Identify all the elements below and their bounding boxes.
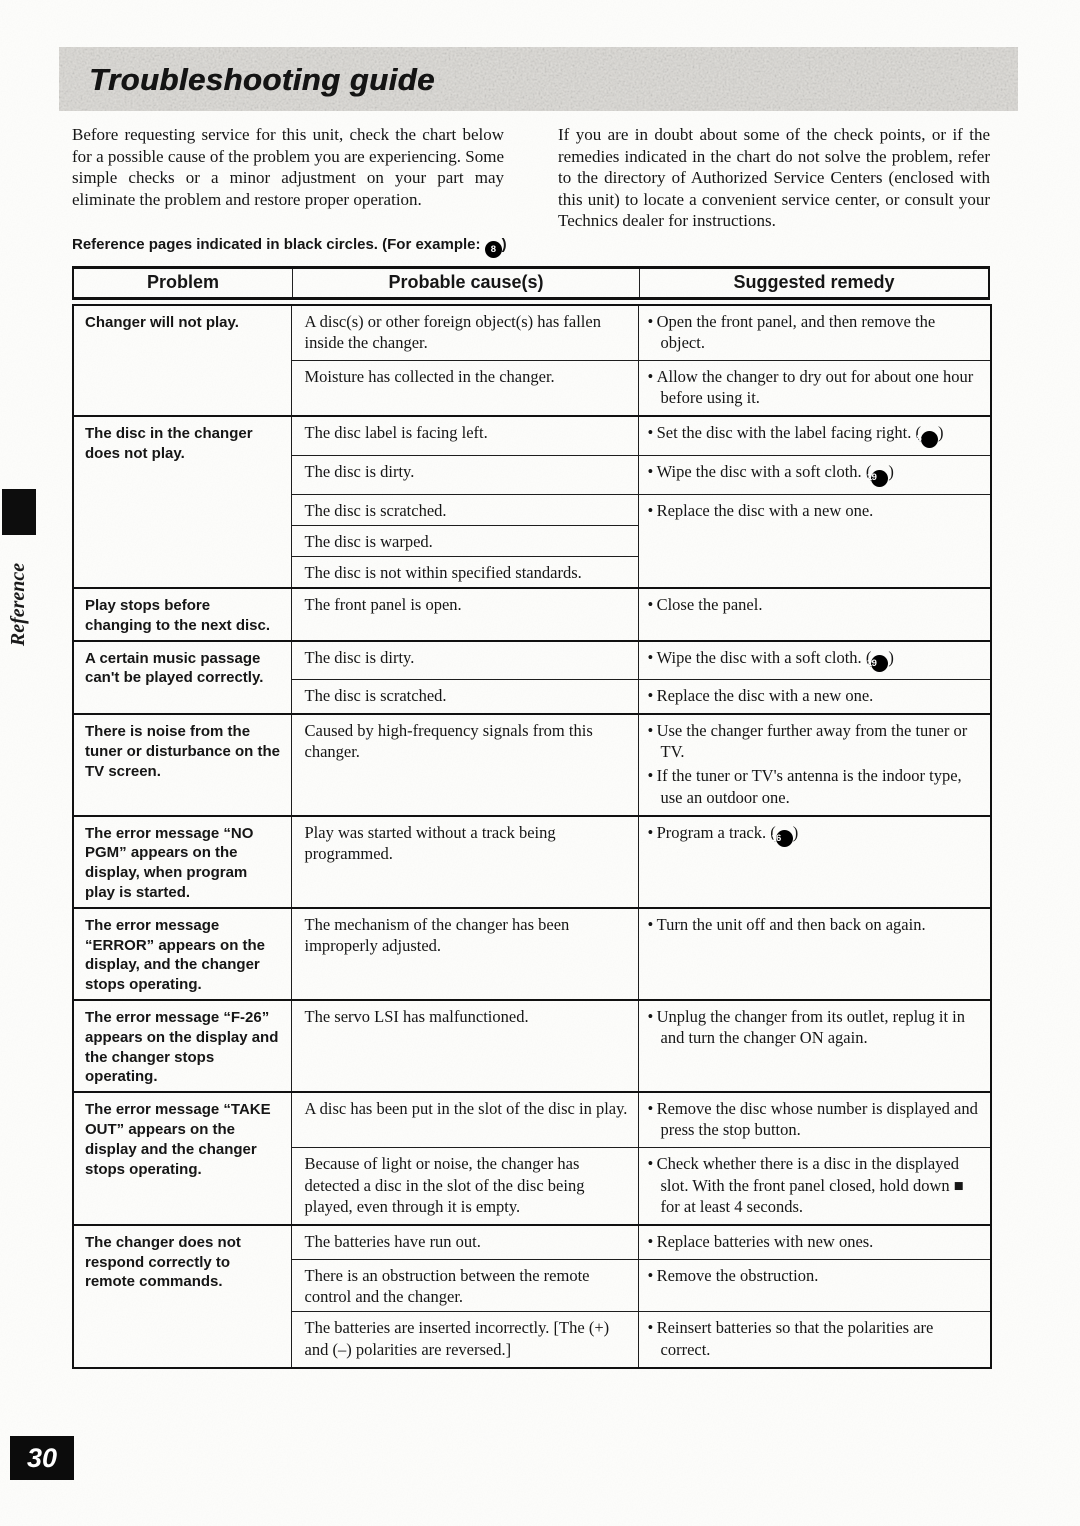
problem-cell: Play stops before changing to the next disc. (73, 588, 291, 641)
table-row (73, 1000, 991, 1092)
problem-cell: Changer will not play. (73, 305, 291, 416)
troubleshooting-table (72, 304, 990, 1369)
remedy-cell (638, 1260, 991, 1312)
remedy-cell (638, 908, 991, 1000)
problem-cell: There is noise from the tuner or disturbance on the TV screen. (73, 714, 291, 815)
sidebar-section-label-text: Reference (7, 562, 30, 646)
remedy-cell (638, 816, 991, 908)
cause-cell: A disc has been put in the slot of the disc in play. (291, 1092, 638, 1148)
reference-note-text: Reference pages indicated in black circles. (For example: (72, 236, 485, 253)
remedy-cell (638, 1000, 991, 1092)
problem-cell: The error message “F-26” appears on the display and the changer stops operating. (73, 1000, 291, 1092)
section-tab-marker (2, 489, 36, 535)
cause-cell: Play was started without a track being programmed. (291, 816, 638, 908)
cause-cell: Moisture has collected in the changer. (291, 361, 638, 417)
remedy-item: • Check whether there is a disc in the displayed slot. With the front panel closed, hold down ■ for at least 4 seconds. (648, 1153, 983, 1216)
cause-cell: The disc is dirty. (291, 641, 638, 680)
remedy-cell (638, 1312, 991, 1368)
page-number: 30 (26, 1442, 58, 1473)
remedy-item: • Replace the disc with a new one. (648, 500, 983, 521)
table-row (73, 305, 991, 361)
cause-cell: The disc is scratched. (291, 494, 638, 525)
cause-cell: The disc is not within specified standards. (291, 556, 638, 588)
cause-cell: The batteries have run out. (291, 1225, 638, 1260)
remedy-item: • Turn the unit off and then back on again. (648, 914, 983, 935)
cause-cell: The disc label is facing left. (291, 416, 638, 455)
problem-cell: The error message “ERROR” appears on the display, and the changer stops operating. (73, 908, 291, 1000)
problem-cell: The error message “TAKE OUT” appears on the display and the changer stops operating. (73, 1092, 291, 1225)
page-title: Troubleshooting guide (89, 62, 435, 97)
problem-cell: The disc in the changer does not play. (73, 416, 291, 587)
cause-cell: The batteries are inserted incorrectly. [The (+) and (–) polarities are reversed.] (291, 1312, 638, 1368)
remedy-item: • Replace batteries with new ones. (648, 1231, 983, 1252)
reference-note (72, 236, 507, 258)
cause-cell: The disc is warped. (291, 525, 638, 556)
cause-cell: The disc is dirty. (291, 456, 638, 495)
cause-cell: Because of light or noise, the changer has detected a disc in the slot of the disc being played, even through it is empty. (291, 1148, 638, 1225)
remedy-cell (638, 1092, 991, 1148)
page-number-badge (10, 1436, 74, 1480)
remedy-item: • Allow the changer to dry out for about one hour before using it. (648, 366, 983, 408)
table-row (73, 641, 991, 680)
header-suggested-remedy: Suggested remedy (639, 269, 988, 297)
cause-cell: A disc(s) or other foreign object(s) has fallen inside the changer. (291, 305, 638, 361)
remedy-item: • Close the panel. (648, 594, 983, 615)
header-probable-causes: Probable cause(s) (292, 269, 639, 297)
table-row (73, 816, 991, 908)
page-reference (866, 462, 894, 484)
intro-section (72, 124, 990, 232)
reference-note-suffix: ) (501, 236, 507, 253)
page-circle: 8 (921, 431, 938, 448)
table-row (73, 588, 991, 641)
remedy-cell (638, 361, 991, 417)
page-circle: 29 (871, 470, 888, 487)
cause-cell: The mechanism of the changer has been improperly adjusted. (291, 908, 638, 1000)
table-row (73, 1225, 991, 1260)
sidebar-section-label (0, 536, 38, 672)
title-banner (59, 47, 1018, 111)
table-row (73, 416, 991, 455)
page-reference (866, 648, 894, 667)
remedy-cell (638, 714, 991, 815)
remedy-cell (638, 494, 991, 588)
problem-cell: The error message “NO PGM” appears on the display, when program play is started. (73, 816, 291, 908)
remedy-item: • Wipe the disc with a soft cloth. ( 29 ) (648, 461, 983, 487)
remedy-item: • Reinsert batteries so that the polarities are correct. (648, 1317, 983, 1359)
remedy-cell (638, 1148, 991, 1225)
remedy-item: • Open the front panel, and then remove the object. (648, 311, 983, 353)
remedy-item: • Remove the disc whose number is displayed and press the stop button. (648, 1098, 983, 1140)
intro-left-paragraph: Before requesting service for this unit, check the chart below for a possible cause of the problem you are experiencing. Some simple checks or a minor adjustment on your part may eliminate the problem and restore proper operation. (72, 125, 504, 209)
remedy-cell (638, 588, 991, 641)
remedy-cell (638, 680, 991, 715)
remedy-item: • Program a track. ( 16 ) (648, 822, 983, 848)
page-circle: 29 (871, 655, 888, 672)
page-reference (770, 823, 798, 842)
cause-cell: There is an obstruction between the remote control and the changer. (291, 1260, 638, 1312)
remedy-cell (638, 416, 991, 455)
remedy-item: • Remove the obstruction. (648, 1265, 983, 1286)
cause-cell: The servo LSI has malfunctioned. (291, 1000, 638, 1092)
remedy-cell (638, 456, 991, 495)
remedy-cell (638, 641, 991, 680)
table-row (73, 714, 991, 815)
table-row (73, 908, 991, 1000)
remedy-item: • Replace the disc with a new one. (648, 685, 983, 706)
header-problem: Problem (146, 272, 220, 292)
problem-cell: The changer does not respond correctly to remote commands. (73, 1225, 291, 1368)
table-row (73, 1092, 991, 1148)
remedy-item: • If the tuner or TV's antenna is the indoor type, use an outdoor one. (648, 765, 983, 807)
example-page-circle: 8 (485, 241, 502, 258)
remedy-item: • Unplug the changer from its outlet, replug it in and turn the changer ON again. (648, 1006, 983, 1048)
remedy-item: • Set the disc with the label facing right. ( 8 ) (648, 422, 983, 448)
cause-cell: The disc is scratched. (291, 680, 638, 715)
remedy-item: • Use the changer further away from the tuner or TV. (648, 720, 983, 762)
page-circle: 16 (776, 830, 793, 847)
table-header (72, 266, 990, 300)
remedy-item: • Wipe the disc with a soft cloth. ( 29 ) (648, 647, 983, 673)
remedy-cell (638, 305, 991, 361)
problem-cell: A certain music passage can't be played correctly. (73, 641, 291, 715)
intro-right-paragraph: If you are in doubt about some of the check points, or if the remedies indicated in the chart do not solve the problem, refer to the directory of Authorized Service Centers (enclosed with this unit) to locate a convenient service center, or consult your Technics dealer for instructions. (558, 125, 990, 230)
remedy-cell (638, 1225, 991, 1260)
page-reference (916, 423, 944, 445)
cause-cell: Caused by high-frequency signals from this changer. (291, 714, 638, 815)
cause-cell: The front panel is open. (291, 588, 638, 641)
